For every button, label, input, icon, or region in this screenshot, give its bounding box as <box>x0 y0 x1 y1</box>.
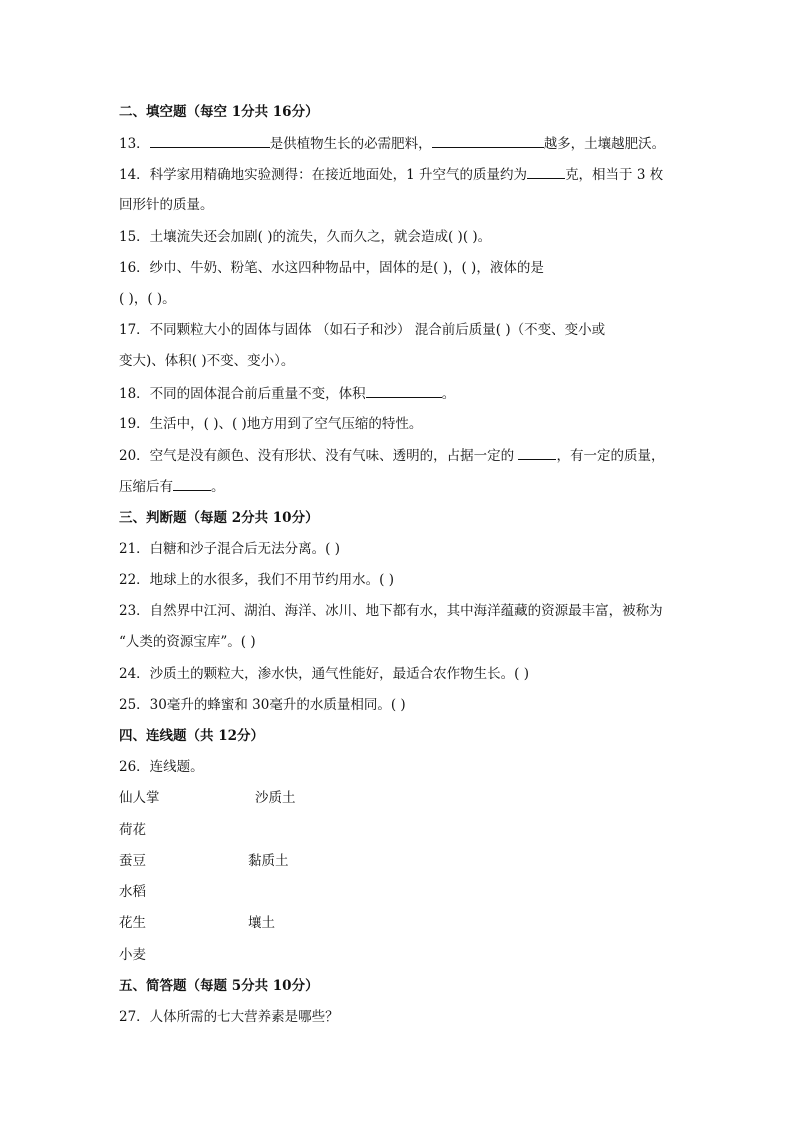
blank[interactable] <box>518 445 556 460</box>
blank[interactable] <box>432 133 544 148</box>
question-26: 26．连线题。 <box>119 759 204 775</box>
question-19: 19．生活中，( )、( )地方用到了空气压缩的特性。 <box>119 416 423 432</box>
question-23: 23．自然界中江河、湖泊、海洋、冰川、地下都有水，其中海洋蕴藏的资源最丰富，被称为 <box>119 603 663 619</box>
question-20: 20．空气是没有颜色、没有形状、没有气味、透明的，占据一定的 ，有一定的质量， <box>119 445 664 466</box>
blank[interactable] <box>173 476 211 491</box>
question-17-cont: 变大)、体积( )不变、变小）。 <box>119 353 295 369</box>
section-short-title: 五、简答题（每题 5分共 10分） <box>119 978 319 994</box>
match-left-item[interactable]: 小麦 <box>119 947 146 963</box>
question-25: 25．30毫升的蜂蜜和 30毫升的水质量相同。( ) <box>119 697 406 713</box>
match-left-item[interactable]: 水稻 <box>119 884 146 900</box>
match-right-item[interactable]: 壤土 <box>248 915 275 931</box>
question-21: 21．白糖和沙子混合后无法分离。( ) <box>119 541 341 557</box>
question-16-cont: ( )，( )。 <box>119 291 176 307</box>
question-15: 15．土壤流失还会加剧( )的流失，久而久之，就会造成( )( )。 <box>119 229 492 245</box>
section-judge-title: 三、判断题（每题 2分共 10分） <box>119 510 319 526</box>
question-13: 13． 是供植物生长的必需肥料， 越多，土壤越肥沃。 <box>119 133 665 154</box>
question-22: 22．地球上的水很多，我们不用节约用水。( ) <box>119 572 395 588</box>
match-right-item[interactable]: 沙质土 <box>255 790 296 806</box>
match-right-item[interactable]: 黏质土 <box>248 853 289 869</box>
question-27: 27．人体所需的七大营养素是哪些？ <box>119 1009 339 1025</box>
question-16: 16．纱巾、牛奶、粉笔、水这四种物品中，固体的是( )，( )，液体的是 <box>119 260 544 276</box>
question-14: 14．科学家用精确地实验测得：在接近地面处，1 升空气的质量约为 克，相当于 3 枚 <box>119 164 663 185</box>
question-17: 17．不同颗粒大小的固体与固体 （如石子和沙） 混合前后质量( )（不变、变小或 <box>119 322 606 338</box>
match-left-item[interactable]: 仙人掌 <box>119 790 160 806</box>
section-fill-title: 二、填空题（每空 1分共 16分） <box>119 104 319 120</box>
match-left-item[interactable]: 荷花 <box>119 822 146 838</box>
section-match-title: 四、连线题（共 12分） <box>119 728 264 744</box>
question-24: 24．沙质土的颗粒大，渗水快，通气性能好，最适合农作物生长。( ) <box>119 666 530 682</box>
question-14-cont: 回形针的质量。 <box>119 197 214 213</box>
match-left-item[interactable]: 花生 <box>119 915 146 931</box>
blank[interactable] <box>366 383 442 398</box>
match-left-item[interactable]: 蚕豆 <box>119 853 146 869</box>
question-23-cont: “人类的资源宝库”。( ) <box>119 634 256 650</box>
blank[interactable] <box>527 164 565 179</box>
blank[interactable] <box>150 133 270 148</box>
question-20-cont: 压缩后有 。 <box>119 476 225 497</box>
question-18: 18．不同的固体混合前后重量不变，体积 。 <box>119 383 455 404</box>
